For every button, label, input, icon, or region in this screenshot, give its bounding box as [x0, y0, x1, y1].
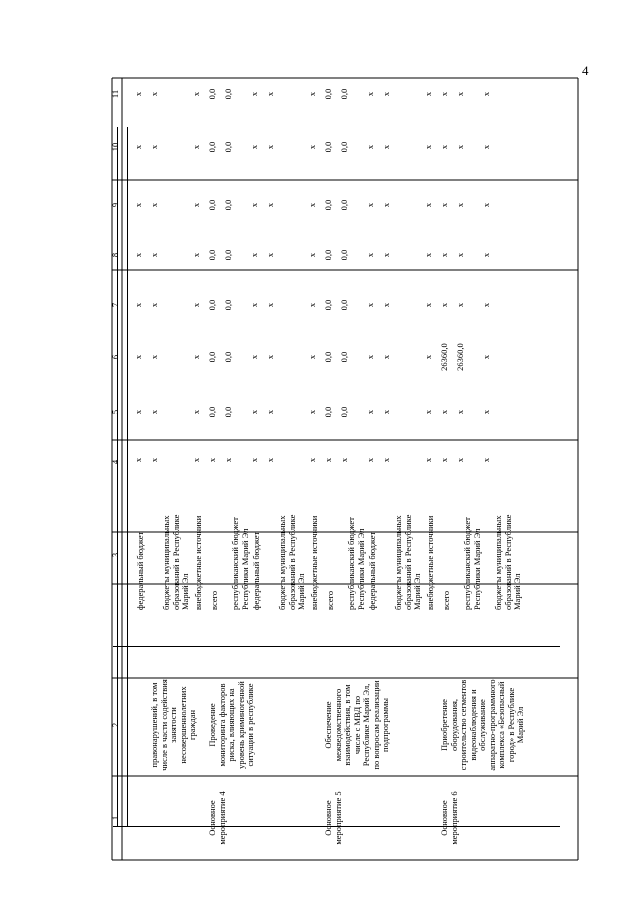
- value-cell: х: [381, 302, 391, 308]
- source-cell: бюджеты муниципальных образований в Республике Марий Эл: [393, 514, 422, 610]
- value-cell: х: [191, 302, 201, 308]
- value-cell: х: [191, 202, 201, 208]
- value-cell: 0,0: [339, 351, 349, 363]
- value-cell: х: [381, 354, 391, 360]
- value-cell: х: [265, 302, 275, 308]
- value-cell: х: [439, 91, 449, 97]
- value-cell: х: [423, 302, 433, 308]
- value-cell: х: [423, 409, 433, 415]
- source-cell: бюджеты муниципальных образований в Республике Марий Эл: [493, 514, 522, 610]
- source-cell: федеральный бюджет: [135, 531, 145, 610]
- source-cell: бюджеты муниципальных образований в Республике Марий Эл: [161, 514, 190, 610]
- value-cell: х: [249, 409, 259, 415]
- value-cell: х: [365, 91, 375, 97]
- value-cell: х: [439, 302, 449, 308]
- value-cell: х: [307, 202, 317, 208]
- value-cell: 0,0: [339, 249, 349, 261]
- value-cell: х: [307, 252, 317, 258]
- source-cell: всего: [441, 590, 451, 610]
- header-col-4: 4: [110, 459, 120, 465]
- value-cell: х: [191, 252, 201, 258]
- value-cell: х: [265, 409, 275, 415]
- value-cell: 0,0: [323, 88, 333, 100]
- page-number: 4: [582, 63, 589, 78]
- header-col-10: 10: [110, 142, 120, 152]
- activity-description: Обеспечение межведомственного взаимодействия, в том числе с МВД по Республике Марий Эл, по вопросам реализации подпрограммы: [323, 680, 390, 770]
- value-cell: х: [149, 252, 159, 258]
- value-cell: 0,0: [223, 299, 233, 311]
- value-cell: х: [265, 91, 275, 97]
- header-col-11: 11: [110, 89, 120, 99]
- header-col-2: 2: [110, 722, 120, 728]
- value-cell: х: [381, 252, 391, 258]
- value-cell: х: [365, 302, 375, 308]
- header-col-7: 7: [110, 302, 120, 308]
- header-col-9: 9: [110, 202, 120, 208]
- value-cell: х: [365, 354, 375, 360]
- value-cell: х: [481, 252, 491, 258]
- value-cell: 26360,0: [455, 343, 465, 371]
- value-cell: х: [423, 202, 433, 208]
- value-cell: х: [265, 144, 275, 150]
- value-cell: х: [191, 91, 201, 97]
- value-cell: х: [455, 302, 465, 308]
- value-cell: х: [481, 144, 491, 150]
- value-cell: х: [323, 457, 333, 463]
- value-cell: х: [381, 144, 391, 150]
- value-cell: 0,0: [207, 249, 217, 261]
- value-cell: 0,0: [339, 88, 349, 100]
- value-cell: 0,0: [223, 351, 233, 363]
- value-cell: 0,0: [207, 299, 217, 311]
- source-cell: всего: [325, 590, 335, 610]
- value-cell: х: [265, 457, 275, 463]
- value-cell: 0,0: [207, 88, 217, 100]
- value-cell: 0,0: [223, 406, 233, 418]
- value-cell: х: [207, 457, 217, 463]
- value-cell: 0,0: [207, 141, 217, 153]
- activity-name: Основное мероприятие 6: [439, 791, 459, 845]
- value-cell: х: [481, 457, 491, 463]
- value-cell: х: [381, 202, 391, 208]
- value-cell: 26360,0: [439, 343, 449, 371]
- value-cell: х: [481, 91, 491, 97]
- value-cell: 0,0: [207, 199, 217, 211]
- value-cell: х: [249, 91, 259, 97]
- value-cell: х: [249, 457, 259, 463]
- value-cell: х: [365, 457, 375, 463]
- value-cell: х: [133, 91, 143, 97]
- value-cell: х: [307, 457, 317, 463]
- value-cell: х: [149, 409, 159, 415]
- value-cell: х: [149, 202, 159, 208]
- value-cell: х: [365, 202, 375, 208]
- value-cell: 0,0: [339, 199, 349, 211]
- value-cell: х: [133, 354, 143, 360]
- value-cell: х: [149, 91, 159, 97]
- value-cell: х: [149, 144, 159, 150]
- source-cell: республиканский бюджет Республики Марий Эл: [346, 517, 366, 610]
- value-cell: 0,0: [323, 141, 333, 153]
- header-col-6: 6: [110, 354, 120, 360]
- value-cell: х: [307, 302, 317, 308]
- value-cell: х: [455, 91, 465, 97]
- value-cell: х: [307, 91, 317, 97]
- value-cell: х: [307, 144, 317, 150]
- source-cell: республиканский бюджет Республики Марий Эл: [230, 517, 250, 610]
- value-cell: х: [423, 354, 433, 360]
- source-cell: внебюджетные источники: [309, 515, 319, 610]
- value-cell: х: [249, 202, 259, 208]
- value-cell: 0,0: [223, 249, 233, 261]
- value-cell: х: [381, 457, 391, 463]
- source-cell: федеральный бюджет: [251, 531, 261, 610]
- value-cell: х: [365, 409, 375, 415]
- value-cell: х: [307, 409, 317, 415]
- value-cell: х: [365, 144, 375, 150]
- source-cell: федеральный бюджет: [367, 531, 377, 610]
- source-cell: бюджеты муниципальных образований в Республике Марий Эл: [277, 514, 306, 610]
- value-cell: 0,0: [339, 299, 349, 311]
- value-cell: х: [481, 409, 491, 415]
- value-cell: х: [339, 457, 349, 463]
- source-cell: внебюджетные источники: [425, 515, 435, 610]
- value-cell: х: [455, 202, 465, 208]
- value-cell: 0,0: [223, 88, 233, 100]
- value-cell: х: [439, 202, 449, 208]
- value-cell: 0,0: [207, 406, 217, 418]
- value-cell: 0,0: [323, 299, 333, 311]
- activity-name: Основное мероприятие 4: [207, 791, 227, 845]
- value-cell: х: [439, 409, 449, 415]
- value-cell: х: [439, 252, 449, 258]
- value-cell: х: [191, 409, 201, 415]
- value-cell: 0,0: [339, 141, 349, 153]
- value-cell: х: [223, 457, 233, 463]
- value-cell: х: [191, 144, 201, 150]
- activity-name: Основное мероприятие 5: [323, 791, 343, 845]
- value-cell: х: [133, 252, 143, 258]
- value-cell: х: [481, 354, 491, 360]
- value-cell: х: [481, 302, 491, 308]
- value-cell: 0,0: [323, 199, 333, 211]
- value-cell: х: [455, 144, 465, 150]
- value-cell: 0,0: [323, 406, 333, 418]
- header-col-1: 1: [110, 815, 120, 821]
- header-col-5: 5: [110, 409, 120, 415]
- value-cell: х: [365, 252, 375, 258]
- value-cell: х: [423, 144, 433, 150]
- activity-description: Приобретение оборудования, строительство сегментов видеонаблюдения и обслуживание аппаратно-программного комплекса «Безопасный город» в Республике Марий Эл: [439, 679, 525, 771]
- value-cell: х: [381, 91, 391, 97]
- value-cell: х: [133, 409, 143, 415]
- source-cell: внебюджетные источники: [193, 515, 203, 610]
- value-cell: х: [133, 144, 143, 150]
- value-cell: 0,0: [223, 141, 233, 153]
- value-cell: х: [439, 144, 449, 150]
- value-cell: х: [455, 457, 465, 463]
- value-cell: 0,0: [323, 351, 333, 363]
- value-cell: 0,0: [339, 406, 349, 418]
- value-cell: х: [133, 302, 143, 308]
- value-cell: 0,0: [207, 351, 217, 363]
- value-cell: х: [423, 91, 433, 97]
- activity-description: Проведение мониторинга факторов риска, влияющих на уровень криминогенной ситуации в республике: [207, 681, 255, 769]
- value-cell: х: [307, 354, 317, 360]
- value-cell: 0,0: [323, 249, 333, 261]
- value-cell: х: [191, 354, 201, 360]
- source-cell: всего: [209, 590, 219, 610]
- value-cell: х: [249, 144, 259, 150]
- value-cell: х: [265, 354, 275, 360]
- value-cell: х: [423, 457, 433, 463]
- value-cell: х: [249, 252, 259, 258]
- value-cell: х: [191, 457, 201, 463]
- value-cell: х: [265, 252, 275, 258]
- value-cell: х: [149, 354, 159, 360]
- value-cell: х: [249, 354, 259, 360]
- value-cell: х: [133, 202, 143, 208]
- value-cell: х: [149, 457, 159, 463]
- value-cell: х: [423, 252, 433, 258]
- source-cell: республиканский бюджет Республики Марий Эл: [462, 517, 482, 610]
- value-cell: х: [381, 409, 391, 415]
- value-cell: х: [265, 202, 275, 208]
- value-cell: х: [133, 457, 143, 463]
- value-cell: х: [149, 302, 159, 308]
- value-cell: 0,0: [223, 199, 233, 211]
- header-col-3: 3: [110, 552, 120, 558]
- value-cell: х: [455, 409, 465, 415]
- header-col-8: 8: [110, 252, 120, 258]
- value-cell: х: [481, 202, 491, 208]
- activity-description: правонарушений, в том числе в части содействия занятости несовершеннолетних граждан: [149, 679, 197, 771]
- value-cell: х: [439, 457, 449, 463]
- value-cell: х: [249, 302, 259, 308]
- value-cell: х: [455, 252, 465, 258]
